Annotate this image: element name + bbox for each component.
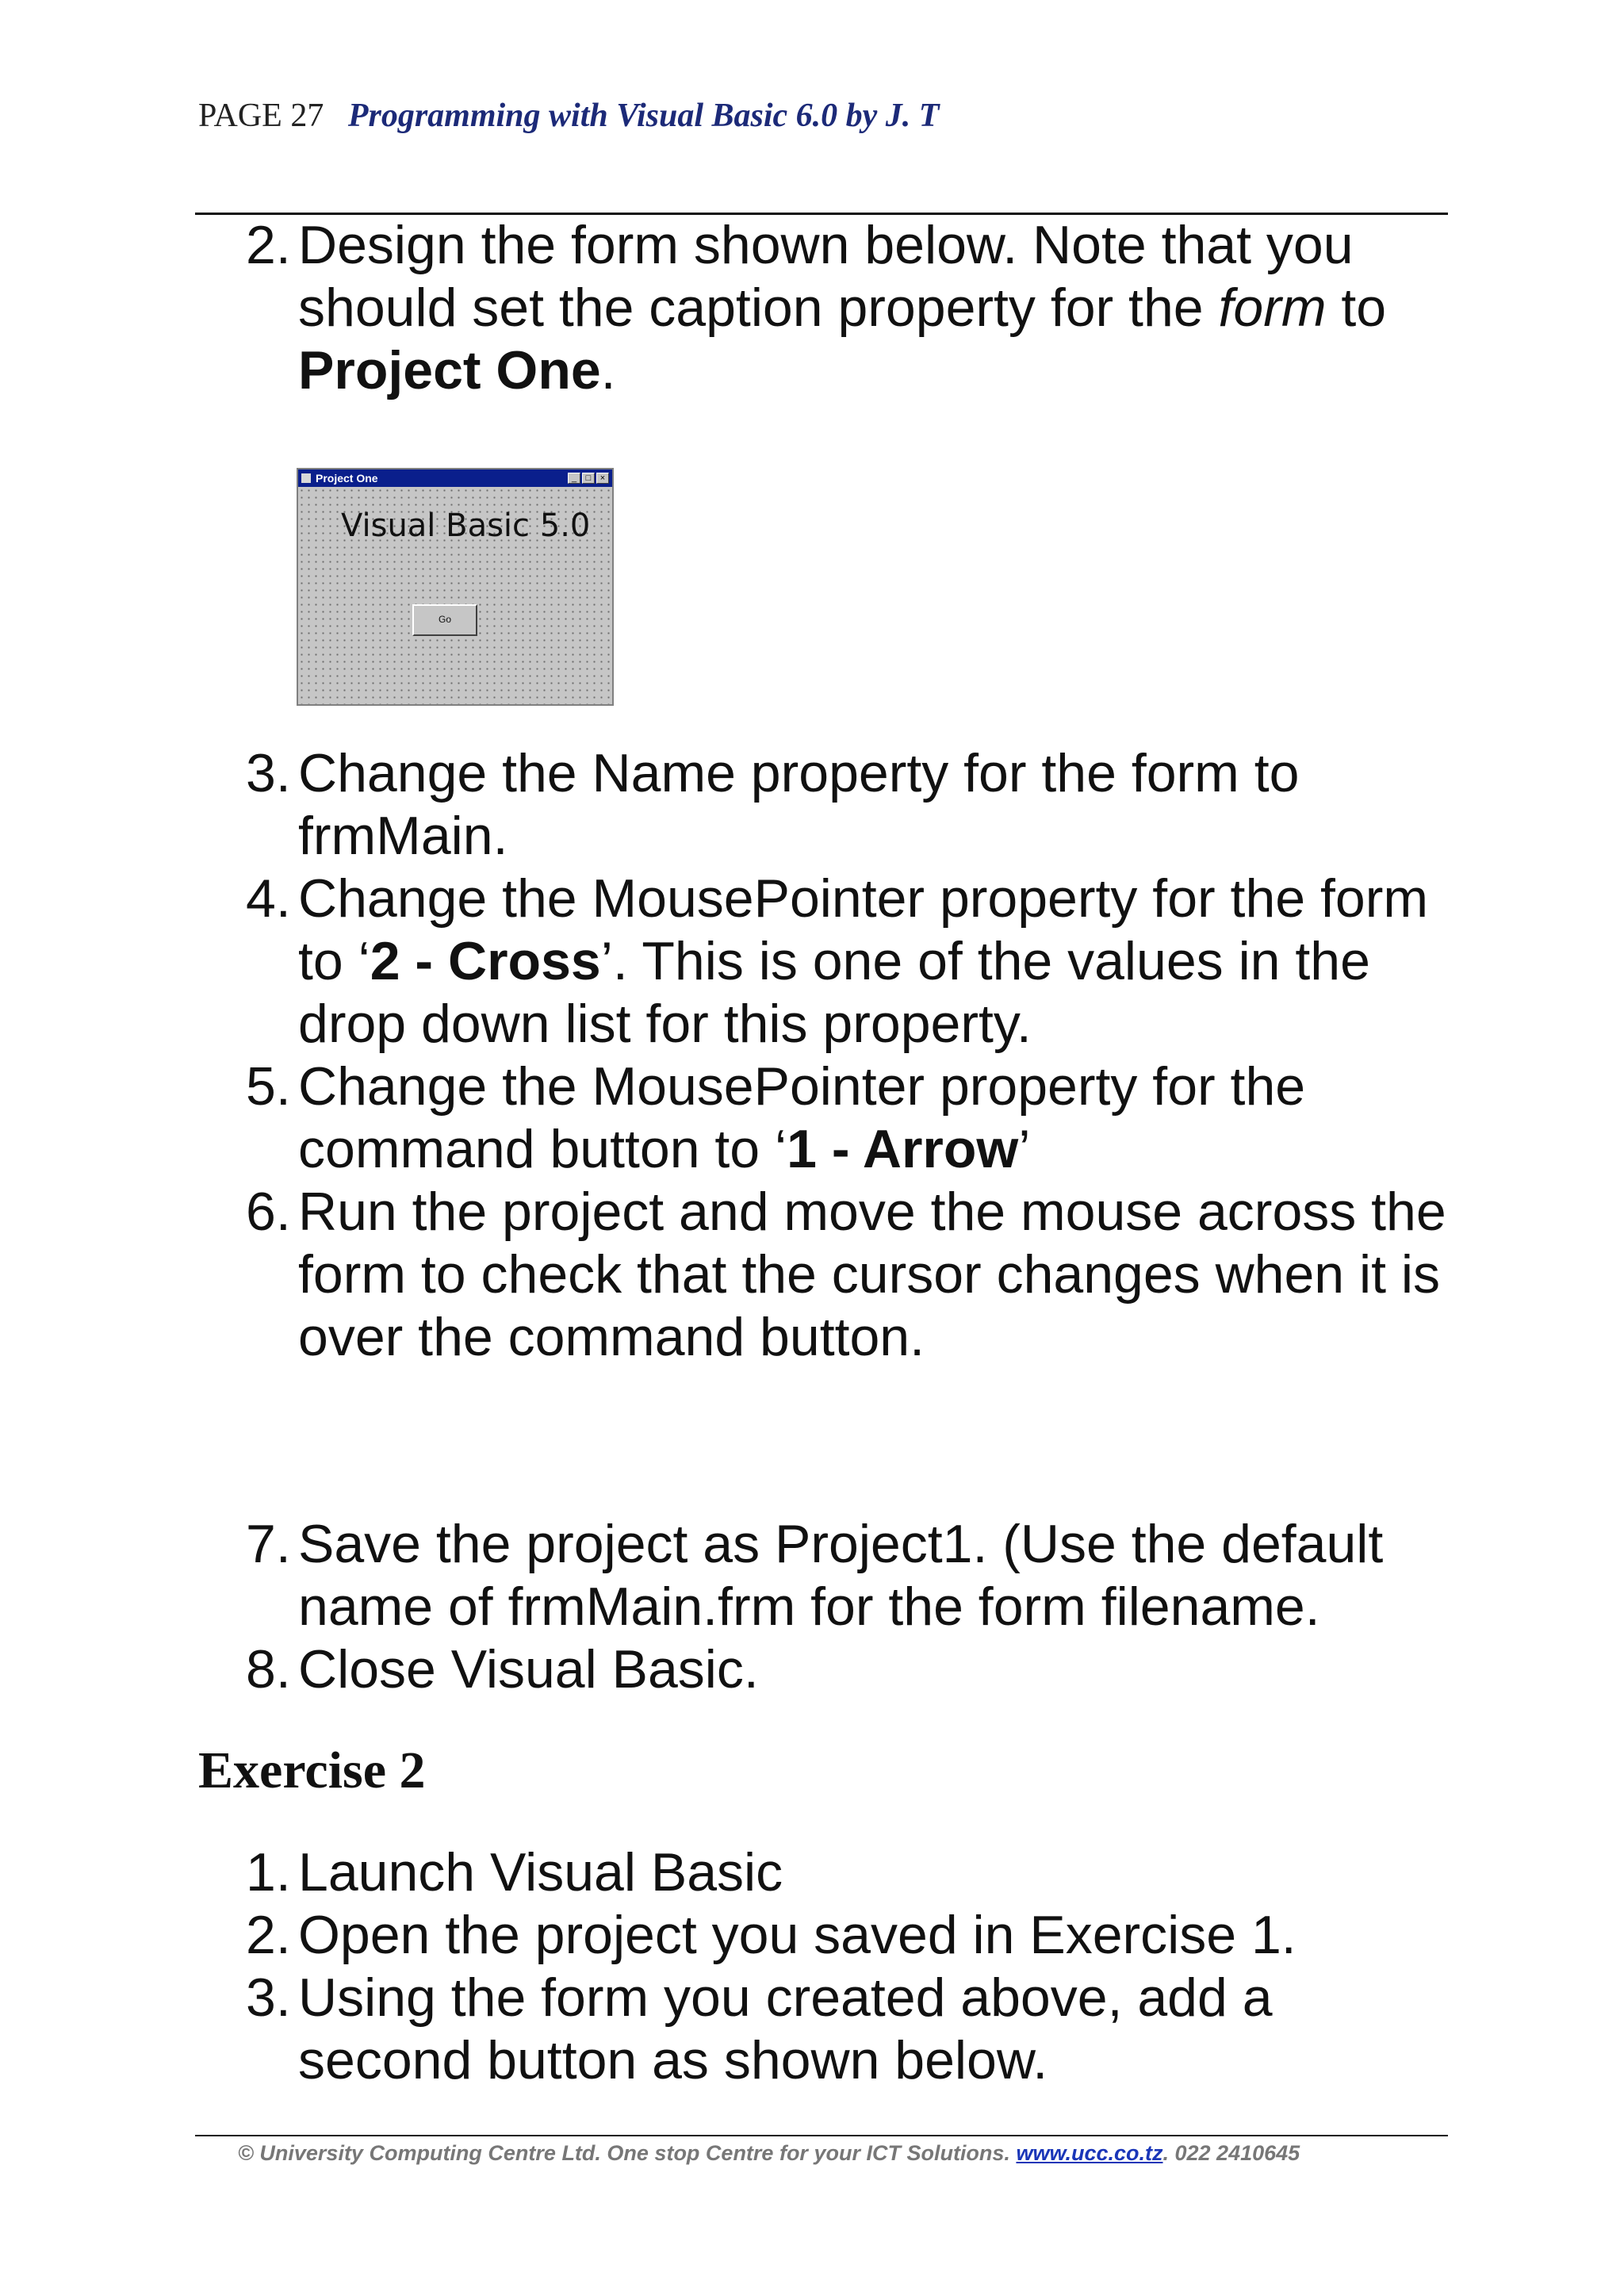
page-header xyxy=(198,97,939,135)
footer-rule xyxy=(195,2135,1448,2136)
steps-list-1 xyxy=(246,214,1451,402)
vb-go-button: Go xyxy=(412,604,477,636)
footer-phone: . 022 2410645 xyxy=(1162,2141,1300,2165)
app-icon xyxy=(301,473,311,483)
list-item: 8. Close Visual Basic. xyxy=(246,1639,759,1699)
footer-text: © University Computing Centre Ltd. One stop Centre for your ICT Solutions. xyxy=(238,2141,1017,2165)
list-item: 1. Launch Visual Basic xyxy=(246,1842,783,1902)
book-title: Programming with Visual Basic 6.0 by J. T xyxy=(347,98,940,134)
steps-list-3 xyxy=(246,1841,1451,2092)
page-number: PAGE 27 xyxy=(198,98,324,134)
maximize-icon: □ xyxy=(582,473,595,484)
vb-form-screenshot xyxy=(297,468,614,706)
footer-link[interactable]: www.ucc.co.tz xyxy=(1016,2141,1163,2165)
minimize-icon: _ xyxy=(568,473,580,484)
steps-list-1b xyxy=(246,742,1451,1369)
vb-title-bar xyxy=(298,469,612,487)
list-item: 6. Run the project and move the mouse across the form to check that the cursor changes when it is over the command button. xyxy=(246,1182,1446,1367)
list-item: 7. Save the project as Project1. (Use the default name of frmMain.frm for the form filename. xyxy=(246,1514,1384,1637)
list-item: 3. Change the Name property for the form to frmMain. xyxy=(246,743,1300,866)
vb-label: Visual Basic 5.0 xyxy=(341,508,591,544)
list-item: 2. Design the form shown below. Note that you should set the caption property for the form to Project One. xyxy=(246,215,1387,400)
vb-form-grid xyxy=(298,487,612,704)
exercise-heading: Exercise 2 xyxy=(198,1741,426,1799)
close-icon: × xyxy=(596,473,609,484)
list-item: 3. Using the form you created above, add a second button as shown below. xyxy=(246,1967,1273,2090)
page-footer xyxy=(238,2141,1300,2166)
list-item: 4. Change the MousePointer property for the form to ‘2 - Cross’. This is one of the values in the drop down list for this property. xyxy=(246,868,1428,1054)
steps-list-2 xyxy=(246,1513,1451,1701)
vb-form-caption: Project One xyxy=(316,472,378,485)
list-item: 5. Change the MousePointer property for the command button to ‘1 - Arrow’ xyxy=(246,1056,1306,1179)
list-item: 2. Open the project you saved in Exercise 1. xyxy=(246,1905,1297,1965)
